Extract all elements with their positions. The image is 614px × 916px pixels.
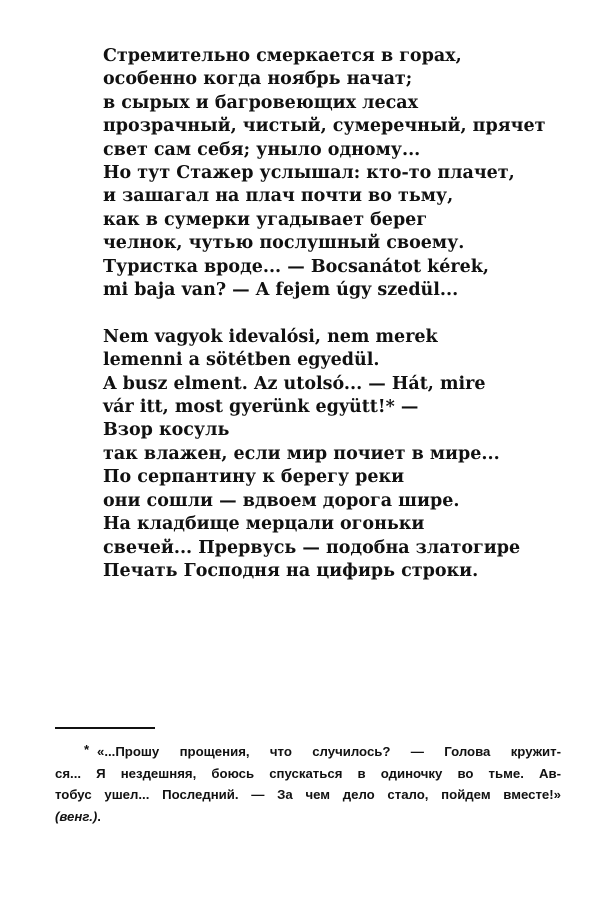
footnote-line: тобус ушел... Последний. — За чем дело стало, пойдем вместе!» [55,787,561,803]
poem-line: Стремительно смеркается в горах, [103,46,462,66]
poem-line: lemenni a sötétben egyedül. [103,350,380,371]
footnote-language-note: (венг.) [55,808,98,824]
poem-line: как в сумерки угадывает берег [103,209,428,230]
poem-line: они сошли — вдвоем дорога шире. [103,490,460,511]
poem-line: Печать Господня на цифирь строки. [103,560,479,581]
poem-line: Взор косуль [103,420,230,441]
footnote-line [55,741,561,763]
poem-line: Но тут Стажер услышал: кто-то плачет, [103,163,515,184]
footnote-text: «...Прошу прощения, что случилось? — Голова кружит- [97,744,561,759]
poem-line: mi baja van? — A fejem úgy szedül... [103,280,459,301]
footnote-divider [55,727,155,729]
poem-line: свечей... Прервусь — подобна златогире [103,537,521,558]
poem-line: челнок, чутью послушный своему. [103,233,465,254]
poem-line: vár itt, most gyerünk együtt!* — [103,397,419,418]
poem-line: Туристка вроде... — Bocsanátot kérek, [103,256,489,277]
poem-line: и зашагал на плач почти во тьму, [103,186,454,207]
footnote-line: ся... Я нездешняя, боюсь спускаться в одиночку во тьме. Ав- [55,765,561,781]
poem-stanza-2 [103,326,573,583]
poem-line: A busz elment. Az utolsó... — Hát, mire [103,373,486,394]
poem-line: особенно когда ноябрь начат; [103,69,413,90]
poem-line: На кладбище мерцали огоньки [103,514,425,535]
poem-line: в сырых и багровеющих лесах [103,92,419,113]
poem-line: Nem vagyok idevalósi, nem merek [103,326,438,347]
poem-stanza-1 [103,45,573,302]
footnote-period: . [97,808,101,824]
footnote-marker: * [84,742,90,757]
footnote [55,741,561,827]
poem-line: так влажен, если мир почиет в мире... [103,443,500,464]
poem-text [103,45,573,583]
footnote-line [55,806,561,828]
poem-line: По серпантину к берегу реки [103,467,405,488]
poem-line: свет сам себя; уныло одному... [103,139,421,160]
poem-line: прозрачный, чистый, сумеречный, прячет [103,116,546,137]
